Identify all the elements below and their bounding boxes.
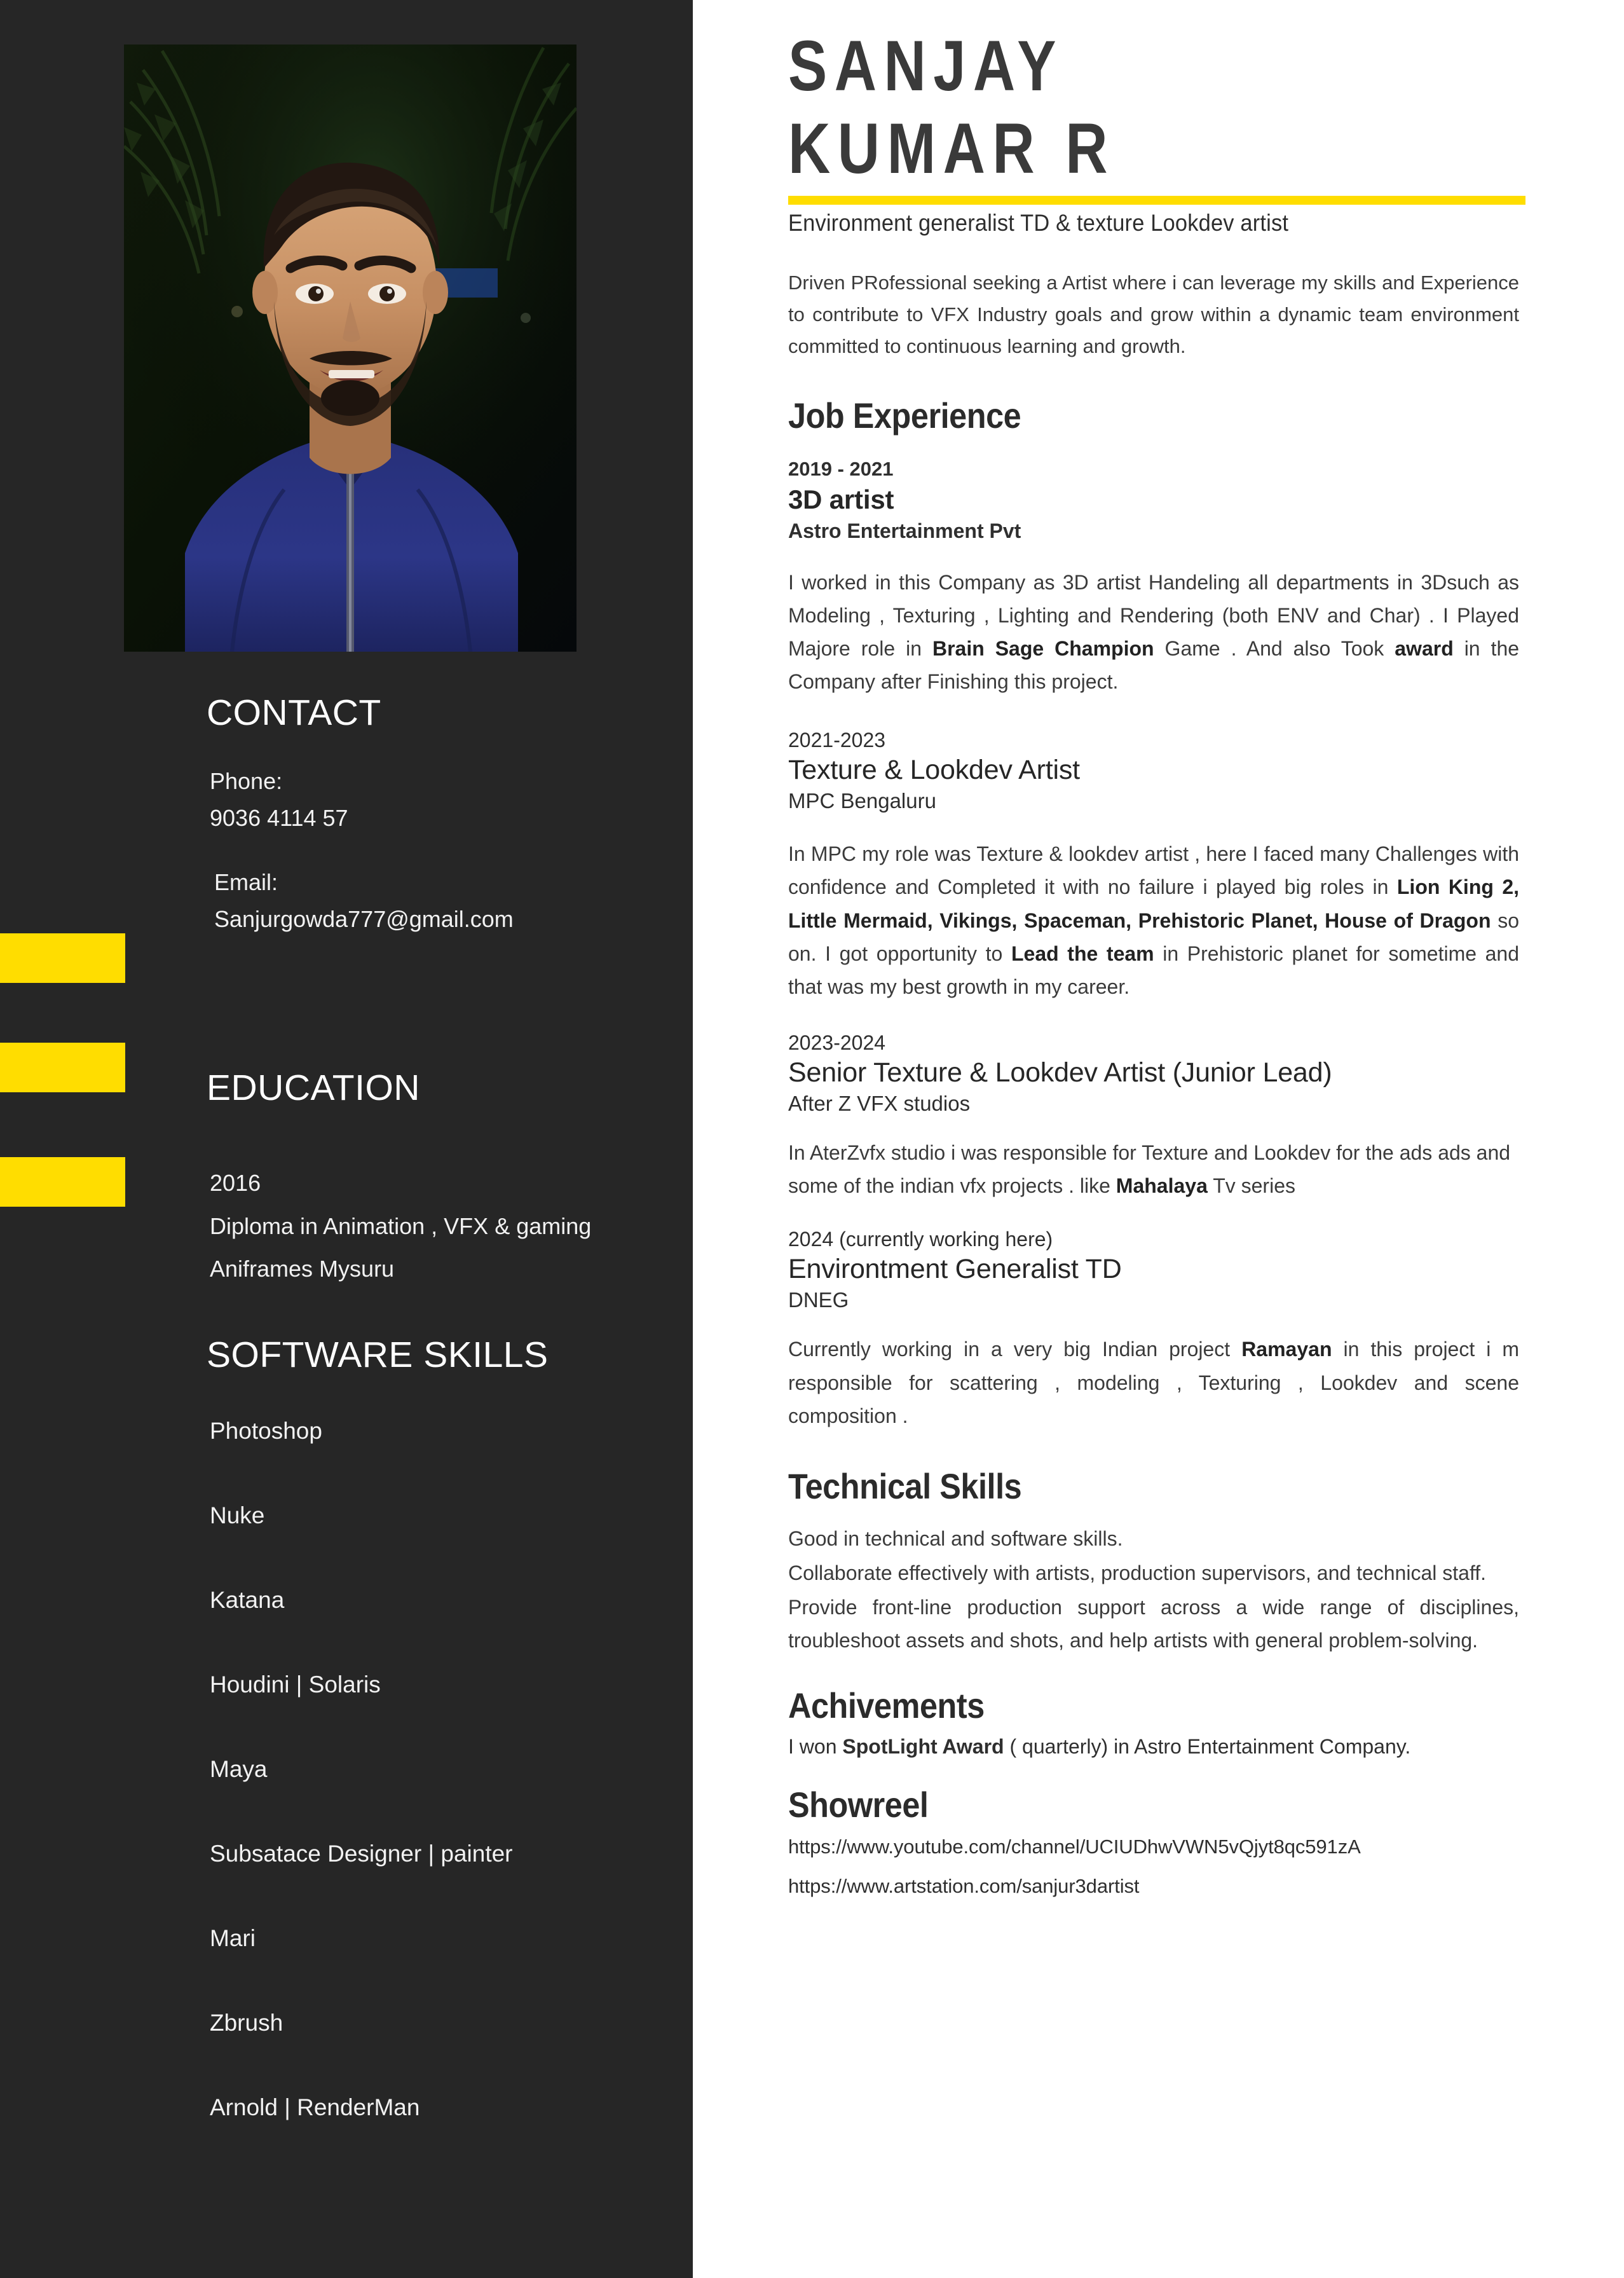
education-degree: Diploma in Animation , VFX & gaming: [210, 1212, 592, 1239]
skill-item: Katana: [210, 1587, 285, 1613]
name-block: [788, 0, 1538, 237]
job-description: I worked in this Company as 3D artist Handeling all departments in 3Dsuch as Modeling , Texturing , Lighting and Rendering (both ENV and Char) . I Played Majore role in Brain Sage Champion Game . And also Took award in the Company after Finishing this project.: [788, 570, 1520, 694]
job-description: In MPC my role was Texture & lookdev artist , here I faced many Challenges with confidence and Completed it with no failure i played big roles in Lion King 2, Little Mermaid, Vikings, Spaceman, Prehistoric Planet, House of Dragon so on. I got opportunity to Lead the team in Prehistoric planet for sometime and that was my best growth in my career.: [788, 842, 1520, 998]
showreel-section: [788, 1784, 1538, 1898]
job-title: Texture & Lookdev Artist: [788, 755, 1080, 786]
skill-item: Maya: [210, 1756, 268, 1782]
job-title: Senior Texture & Lookdev Artist (Junior Lead): [788, 1057, 1332, 1088]
job-company: After Z VFX studios: [788, 1092, 971, 1116]
software-skills-section: [207, 1335, 549, 1375]
education-heading: EDUCATION: [207, 1067, 420, 1108]
job-company: MPC Bengaluru: [788, 789, 936, 813]
achievements-heading: Achivements: [788, 1685, 985, 1726]
sidebar: [0, 0, 693, 2278]
contact-phone: [210, 766, 348, 834]
first-name: SANJAY: [788, 26, 1064, 106]
showreel-heading: Showreel: [788, 1785, 929, 1825]
technical-skill-line: Collaborate effectively with artists, production supervisors, and technical staff.: [788, 1561, 1487, 1584]
job-entry: [788, 458, 1538, 699]
main-column: [788, 0, 1538, 1898]
contact-email: [214, 867, 514, 935]
software-skills-list: [210, 1419, 513, 2119]
skill-item: Mari: [210, 1925, 256, 1951]
skill-item: Arnold | RenderMan: [210, 2094, 420, 2120]
skill-item: Nuke: [210, 1502, 265, 1528]
tagline: Environment generalist TD & texture Lookdev artist: [788, 210, 1289, 236]
phone-label: Phone:: [210, 768, 283, 794]
skill-item: Subsatace Designer | painter: [210, 1841, 513, 1867]
name-underline-rule: [788, 196, 1525, 205]
job-company: DNEG: [788, 1288, 849, 1312]
education-section: [207, 1068, 420, 1108]
technical-skills-heading: Technical Skills: [788, 1465, 1022, 1506]
accent-bar-3: [0, 1157, 125, 1207]
job-years: 2019 - 2021: [788, 457, 894, 480]
job-entry: [788, 1228, 1538, 1432]
job-years: 2021-2023: [788, 729, 886, 752]
summary-block: [788, 267, 1538, 363]
skill-item: Zbrush: [210, 2010, 283, 2036]
email-label: Email:: [214, 869, 278, 895]
profile-photo: [124, 45, 577, 652]
email-value[interactable]: Sanjurgowda777@gmail.com: [214, 905, 514, 932]
achievement-text: I won SpotLight Award ( quarterly) in Astro Entertainment Company.: [788, 1735, 1411, 1759]
technical-skill-line: Provide front-line production support across a wide range of disciplines, troubleshoot assets and shots, and help artists with general problem-solving.: [788, 1596, 1519, 1652]
education-year: 2016: [210, 1170, 261, 1196]
job-title: 3D artist: [788, 484, 894, 514]
job-entry: [788, 1031, 1538, 1202]
job-years: 2023-2024: [788, 1031, 886, 1055]
last-name: KUMAR R: [788, 109, 1115, 188]
job-title: Environtment Generalist TD: [788, 1254, 1122, 1285]
technical-skill-line: Good in technical and software skills.: [788, 1527, 1123, 1550]
showreel-link-youtube[interactable]: https://www.youtube.com/channel/UCIUDhwVWN5vQjyt8qc591zA: [788, 1835, 1361, 1858]
job-description: Currently working in a very big Indian project Ramayan in this project i m responsible for scattering , modeling , Texturing , Lookdev and scene composition .: [788, 1338, 1520, 1427]
showreel-link-artstation[interactable]: https://www.artstation.com/sanjur3dartist: [788, 1875, 1140, 1898]
skill-item: Photoshop: [210, 1418, 322, 1444]
technical-skills-section: [788, 1465, 1538, 1657]
job-description: In AterZvfx studio i was responsible for Texture and Lookdev for the ads ads and some of the indian vfx projects . like Mahalaya Tv series: [788, 1141, 1511, 1198]
phone-value[interactable]: 9036 4114 57: [210, 804, 348, 831]
contact-section: [207, 693, 381, 733]
accent-bar-2: [0, 1043, 125, 1092]
job-entry: [788, 729, 1538, 1003]
job-years: 2024 (currently working here): [788, 1228, 1053, 1251]
summary-text: Driven PRofessional seeking a Artist where i can leverage my skills and Experience to contribute to VFX Industry goals and grow within a dynamic team environment committed to continuous learning and growth.: [788, 271, 1519, 358]
contact-heading: CONTACT: [207, 692, 381, 733]
accent-bar-1: [0, 933, 125, 983]
achievements-section: [788, 1685, 1538, 1759]
software-skills-heading: SOFTWARE SKILLS: [207, 1335, 549, 1375]
education-institute: Aniframes Mysuru: [210, 1256, 395, 1282]
job-company: Astro Entertainment Pvt: [788, 519, 1021, 542]
skill-item: Houdini | Solaris: [210, 1671, 381, 1698]
job-experience-heading: Job Experience: [788, 395, 1021, 436]
job-experience-section: [788, 395, 1538, 1432]
education-entry: [210, 1168, 591, 1285]
